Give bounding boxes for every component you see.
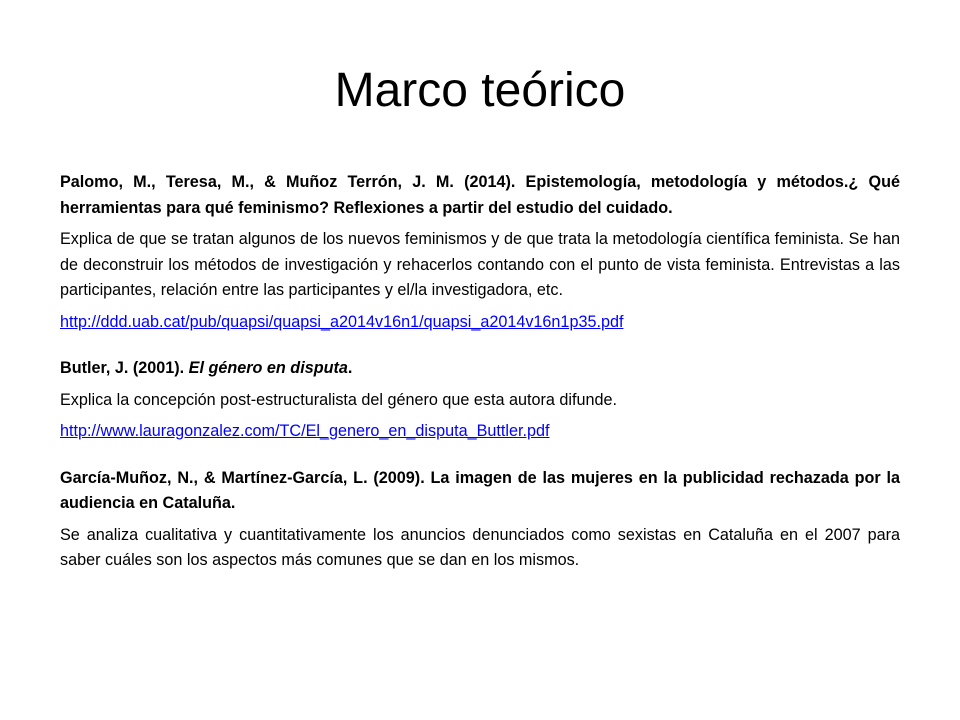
reference-citation-2 bbox=[60, 356, 900, 382]
reference-description-3: Se analiza cualitativa y cuantitativamente los anuncios denunciados como sexistas en Cataluña en el 2007 para saber cuáles son los aspectos más comunes que se dan en los mismos. bbox=[60, 525, 900, 569]
reference-description-1: Explica de que se tratan algunos de los nuevos feminismos y de que trata la metodología científica feminista. Se han de deconstruir los métodos de investigación y rehacerlos contando con el punto de vista feminista. Entrevistas a las participantes, relación entre las participantes y el/la investigadora, etc. bbox=[60, 230, 900, 299]
citation-2-book-title: El género en disputa bbox=[188, 359, 348, 377]
reference-link-1-wrapper bbox=[60, 310, 900, 336]
slide-content bbox=[60, 170, 900, 574]
reference-citation-1: Palomo, M., Teresa, M., & Muñoz Terrón, J. M. (2014). Epistemología, metodología y métodos.¿ Qué herramientas para qué feminismo? Reflexiones a partir del estudio del cuidado. bbox=[60, 173, 900, 217]
reference-citation-3: García-Muñoz, N., & Martínez-García, L. (2009). La imagen de las mujeres en la publicidad rechazada por la audiencia en Cataluña. bbox=[60, 468, 900, 512]
reference-link-2[interactable]: http://www.lauragonzalez.com/TC/El_genero_en_disputa_Buttler.pdf bbox=[60, 422, 550, 440]
citation-2-authors: Butler, J. (2001). bbox=[60, 359, 189, 377]
reference-link-2-wrapper bbox=[60, 419, 900, 445]
slide-title: Marco teórico bbox=[334, 64, 626, 117]
reference-link-1[interactable]: http://ddd.uab.cat/pub/quapsi/quapsi_a2014v16n1/quapsi_a2014v16n1p35.pdf bbox=[60, 312, 624, 331]
citation-2-period: . bbox=[347, 359, 353, 377]
reference-description-2: Explica la concepción post-estructuralista del género que esta autora difunde. bbox=[60, 390, 618, 409]
